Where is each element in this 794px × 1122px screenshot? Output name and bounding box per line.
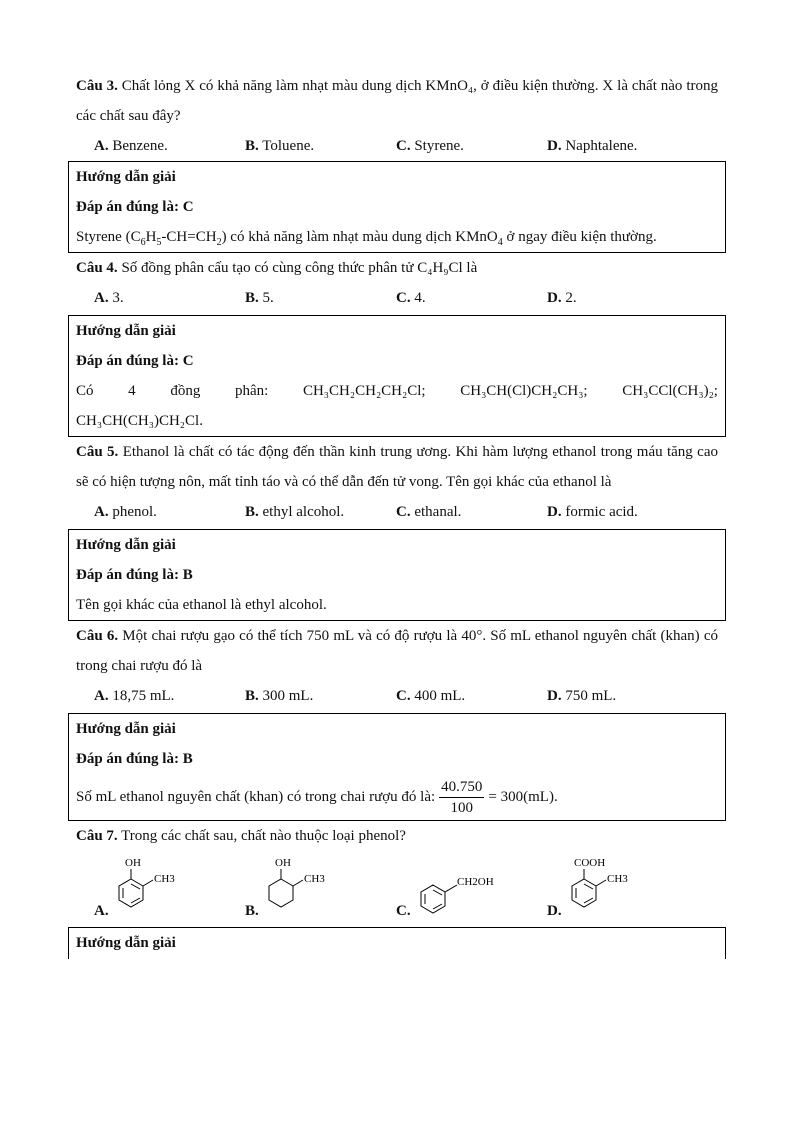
option-b[interactable]: B. 300 mL. bbox=[245, 688, 314, 704]
solution-answer: Đáp án đúng là: B bbox=[76, 567, 193, 583]
question-4-options bbox=[68, 283, 726, 313]
isomer-formula: CH₃CH(Cl)CH₂CH₃; bbox=[460, 383, 588, 399]
option-b[interactable]: B. OH CH3 bbox=[245, 857, 396, 921]
solution-title: Hướng dẫn giải bbox=[76, 537, 176, 553]
question-3-options bbox=[68, 131, 726, 161]
methylcyclohexanol-structure bbox=[263, 857, 343, 921]
document-page bbox=[68, 0, 726, 959]
toluic-acid-structure bbox=[566, 857, 646, 921]
option-a[interactable]: A. phenol. bbox=[94, 504, 157, 520]
solution-title: Hướng dẫn giải bbox=[76, 721, 176, 737]
question-6 bbox=[68, 621, 726, 681]
solution-title: Hướng dẫn giải bbox=[76, 323, 176, 339]
svg-text:OH: OH bbox=[124, 857, 141, 869]
question-text: Một chai rượu gạo có thể tích 750 mL và có độ rượu là 40°. Số mL ethanol nguyên chất (khan) có trong chai rượu đó là bbox=[76, 628, 718, 674]
solution-title: Hướng dẫn giải bbox=[76, 935, 176, 951]
question-label: Câu 5. bbox=[76, 444, 119, 460]
solution-box-4 bbox=[68, 315, 726, 437]
fraction-numerator: 40.750 bbox=[439, 777, 484, 798]
solution-box-3 bbox=[68, 161, 726, 253]
solution-box-7 bbox=[68, 927, 726, 959]
option-d[interactable]: D. Naphtalene. bbox=[547, 138, 638, 154]
question-7-options bbox=[68, 851, 726, 921]
svg-text:CH3: CH3 bbox=[153, 873, 175, 885]
option-c[interactable]: C. ethanal. bbox=[396, 504, 462, 520]
option-c[interactable]: C. 400 mL. bbox=[396, 688, 466, 704]
question-text: Chất lỏng X có khả năng làm nhạt màu dung dịch KMnO₄, ở điều kiện thường. X là chất nào trong các chất sau đây? bbox=[76, 78, 718, 124]
svg-text:OH: OH bbox=[274, 857, 291, 869]
option-a[interactable]: A. Benzene. bbox=[94, 138, 168, 154]
solution-explanation: Tên gọi khác của ethanol là ethyl alcohol. bbox=[76, 597, 327, 613]
solution-explanation: Có 4 đồng phân: CH₃CH₂CH₂CH₂Cl; CH₃CH(Cl)CH₂CH₃; CH₃CCl(CH₃)₂; bbox=[76, 376, 718, 406]
option-d[interactable]: D. formic acid. bbox=[547, 504, 638, 520]
option-a[interactable]: A. 3. bbox=[94, 290, 124, 306]
svg-text:CH3: CH3 bbox=[606, 873, 628, 885]
question-text: Ethanol là chất có tác động đến thần kinh trung ương. Khi hàm lượng ethanol trong máu tăng cao sẽ có hiện tượng nôn, mất tỉnh táo và có thể dẫn đến tử vong. Tên gọi khác của ethanol là bbox=[76, 444, 718, 490]
o-cresol-structure bbox=[113, 857, 193, 921]
question-5 bbox=[68, 437, 726, 497]
option-d[interactable]: D. COOH CH3 bbox=[547, 857, 698, 921]
fraction bbox=[439, 777, 484, 818]
solution-answer: Đáp án đúng là: C bbox=[76, 199, 194, 215]
option-c[interactable]: C. Styrene. bbox=[396, 138, 464, 154]
solution-title: Hướng dẫn giải bbox=[76, 169, 176, 185]
isomer-formula: CH₃CH₂CH₂CH₂Cl; bbox=[302, 383, 426, 399]
question-label: Câu 3. bbox=[76, 78, 118, 94]
solution-explanation: Styrene $(C_6H_5-CH=CH_2)$ có khả năng làm nhạt màu dung dịch KMnO$_4$ ở ngay điều kiện thường. bbox=[76, 229, 657, 248]
benzyl-alcohol-structure bbox=[415, 857, 515, 921]
question-text: Số đồng phân cấu tạo có cùng công thức phân tử C₄H₉Cl là bbox=[121, 260, 478, 276]
svg-text:COOH: COOH bbox=[573, 857, 605, 869]
question-6-options bbox=[68, 681, 726, 711]
solution-explanation: Số mL ethanol nguyên chất (khan) có trong chai rượu đó là: $\frac{40.750}{100}$ = 300(mL). bbox=[76, 778, 558, 816]
option-b[interactable]: B. Toluene. bbox=[245, 138, 315, 154]
option-b[interactable]: B. 5. bbox=[245, 290, 274, 306]
fraction-denominator: 100 bbox=[450, 799, 474, 816]
question-4 bbox=[68, 253, 726, 283]
svg-text:CH2OH: CH2OH bbox=[456, 876, 494, 888]
isomer-formula: CH₃CCl(CH₃)₂; bbox=[622, 383, 718, 399]
option-a[interactable]: A. 18,75 mL. bbox=[94, 688, 175, 704]
question-label: Câu 6. bbox=[76, 628, 119, 644]
option-d[interactable]: D. 750 mL. bbox=[547, 688, 617, 704]
option-b[interactable]: B. ethyl alcohol. bbox=[245, 504, 345, 520]
question-label: Câu 4. bbox=[76, 260, 118, 276]
option-c[interactable]: C. CH2OH bbox=[396, 857, 547, 921]
svg-text:CH3: CH3 bbox=[303, 873, 325, 885]
question-3 bbox=[68, 71, 726, 131]
solution-answer: Đáp án đúng là: B bbox=[76, 751, 193, 767]
solution-answer: Đáp án đúng là: C bbox=[76, 353, 194, 369]
question-label: Câu 7. bbox=[76, 828, 118, 844]
question-text: Trong các chất sau, chất nào thuộc loại phenol? bbox=[121, 828, 406, 844]
question-7 bbox=[68, 821, 726, 851]
solution-box-6 bbox=[68, 713, 726, 821]
question-5-options bbox=[68, 497, 726, 527]
option-d[interactable]: D. 2. bbox=[547, 290, 577, 306]
result: = 300(mL). bbox=[488, 789, 558, 805]
isomer-formula: CH₃CH(CH₃)CH₂Cl. bbox=[76, 413, 203, 429]
solution-box-5 bbox=[68, 529, 726, 621]
option-c[interactable]: C. 4. bbox=[396, 290, 426, 306]
option-a[interactable]: A. OH CH3 bbox=[94, 857, 245, 921]
